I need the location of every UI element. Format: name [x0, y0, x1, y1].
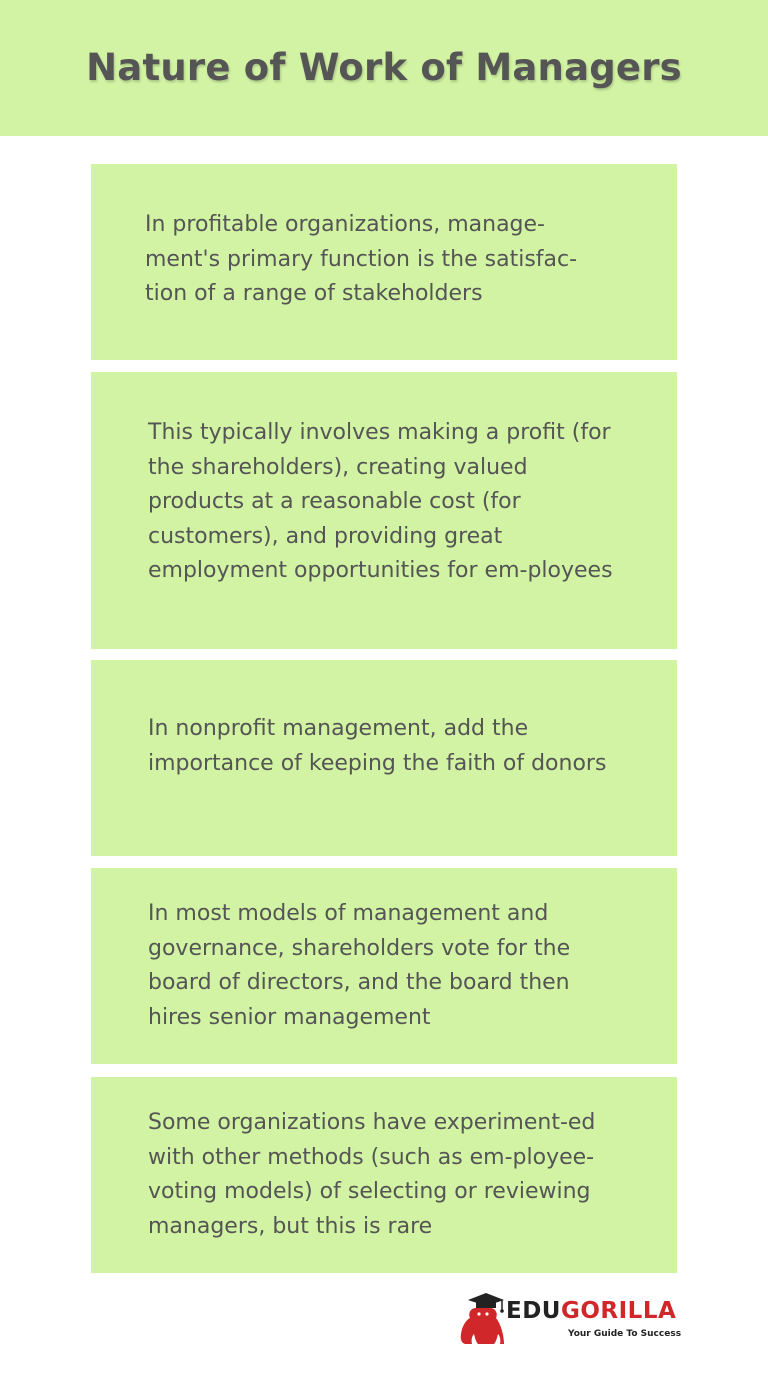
logo-tagline: Your Guide To Success — [568, 1329, 682, 1339]
info-card-text: In most models of management and governance, shareholders vote for the board of directors, and the board then hires senior management — [148, 901, 571, 1030]
logo-word-edu: EDU — [506, 1298, 561, 1324]
info-card-4 — [91, 868, 677, 1064]
info-card-3 — [91, 660, 677, 856]
header-banner — [0, 0, 768, 136]
page-title: Nature of Work of Managers — [86, 46, 682, 89]
info-card-5 — [91, 1077, 677, 1273]
edugorilla-logo — [458, 1292, 682, 1346]
logo-wordmark — [506, 1298, 676, 1324]
info-card-text: Some organizations have experiment-ed with other methods (such as em-ployee-voting models) of selecting or reviewing managers, but this is rare — [148, 1110, 596, 1239]
info-card-1 — [91, 164, 677, 360]
logo-word-gorilla: GORILLA — [560, 1298, 677, 1324]
info-card-text: In profitable organizations, manage-ment's primary function is the satisfac-tion of a range of stakeholders — [145, 212, 578, 306]
info-card-text: This typically involves making a profit (for the shareholders), creating valued products at a reasonable cost (for customers), and providing great employment opportunities for em-ployees — [148, 420, 613, 583]
gorilla-graduate-icon — [458, 1292, 504, 1346]
info-card-2 — [91, 372, 677, 649]
info-card-text: In nonprofit management, add the importance of keeping the faith of donors — [148, 716, 607, 776]
